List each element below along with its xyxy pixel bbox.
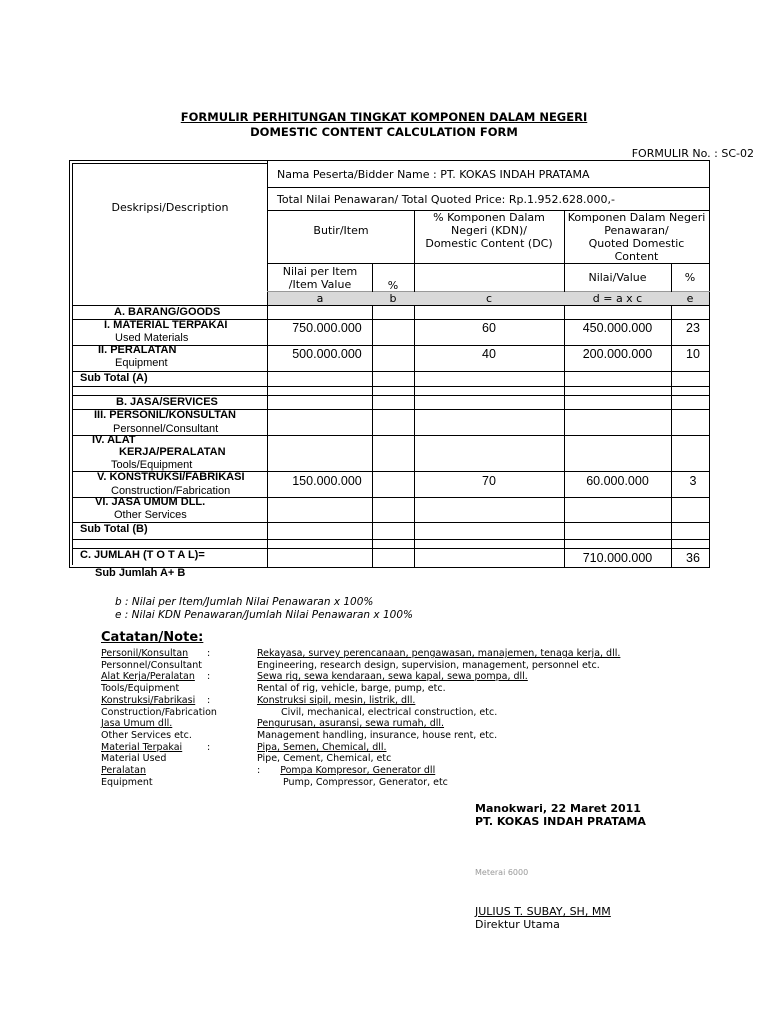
note-equipment-label: Peralatan bbox=[101, 765, 146, 777]
row-personnel-title: III. PERSONIL/KONSULTAN bbox=[94, 409, 236, 421]
form-subtitle: DOMESTIC CONTENT CALCULATION FORM bbox=[250, 125, 518, 139]
key-c: c bbox=[485, 292, 493, 305]
quoted-header-line4: Content bbox=[614, 250, 659, 263]
total-sublabel: Sub Jumlah A+ B bbox=[95, 567, 186, 579]
note-personnel-value: Rekayasa, survey perencanaan, pengawasan, manajemen, tenaga kerja, dll. bbox=[257, 648, 621, 659]
place-date: Manokwari, 22 Maret 2011 bbox=[475, 802, 641, 815]
stamp-label: Meterai 6000 bbox=[475, 868, 529, 877]
construction-kdn-share: 3 bbox=[689, 474, 697, 488]
note-tools-value: Sewa rig, sewa kendaraan, sewa kapal, sewa pompa, dll. bbox=[257, 671, 528, 683]
key-d: d = a x c bbox=[592, 292, 643, 305]
value-subheader: Nilai/Value bbox=[588, 271, 647, 284]
row-tools-title-1: IV. ALAT bbox=[92, 434, 136, 446]
row-personnel-sub: Personnel/Consultant bbox=[113, 423, 219, 435]
equipment-kdn-value: 200.000.000 bbox=[582, 347, 653, 361]
butir-item-header: Butir/Item bbox=[313, 224, 369, 237]
row-equipment-title: II. PERALATAN bbox=[98, 344, 177, 356]
quoted-header-line2: Penawaran/ bbox=[604, 224, 669, 237]
equipment-item-value: 500.000.000 bbox=[292, 347, 362, 361]
note-other-value: Pengurusan, asuransi, sewa rumah, dll. bbox=[257, 718, 445, 730]
colon: : bbox=[257, 765, 261, 777]
note-material-label: Material Terpakai bbox=[101, 741, 183, 753]
note-other-label: Jasa Umum dll. bbox=[101, 718, 173, 730]
pct2-subheader: % bbox=[684, 271, 696, 284]
note-personnel-label-en: Personnel/Consultant bbox=[101, 659, 202, 671]
row-construction-title: V. KONSTRUKSI/FABRIKASI bbox=[97, 471, 245, 483]
note-equipment-label-en: Equipment bbox=[101, 776, 153, 788]
quoted-dc-header bbox=[564, 211, 709, 263]
construction-item-value: 150.000.000 bbox=[292, 474, 362, 488]
material-kdn-share: 23 bbox=[686, 321, 700, 335]
total-quoted-price: Total Nilai Penawaran/ Total Quoted Price: Rp.1.952.628.000,- bbox=[277, 193, 615, 206]
note-construction-value-en: Civil, mechanical, electrical construction, etc. bbox=[281, 706, 498, 718]
note-equipment-value-en: Pump, Compressor, Generator, etc bbox=[283, 776, 448, 788]
company-name: PT. KOKAS INDAH PRATAMA bbox=[475, 815, 646, 828]
row-construction-sub: Construction/Fabrication bbox=[111, 485, 231, 497]
signatory-name: JULIUS T. SUBAY, SH, MM bbox=[475, 905, 611, 918]
kdn-header-line3: Domestic Content (DC) bbox=[425, 237, 553, 250]
row-material-sub: Used Materials bbox=[115, 332, 189, 344]
notes-labels bbox=[101, 648, 271, 788]
footnote-b: b : Nilai per Item/Jumlah Nilai Penawaran x 100% bbox=[115, 596, 374, 608]
section-services: B. JASA/SERVICES bbox=[116, 396, 218, 408]
kdn-header-line2: Negeri (KDN)/ bbox=[450, 224, 528, 237]
bidder-name: Nama Peserta/Bidder Name : PT. KOKAS INDAH PRATAMA bbox=[277, 168, 590, 181]
colon: : bbox=[207, 741, 211, 753]
total-kdn-share: 36 bbox=[686, 551, 700, 565]
subtotal-a-label: Sub Total (A) bbox=[80, 372, 148, 384]
note-material-value-en: Pipe, Cement, Chemical, etc bbox=[257, 753, 392, 765]
row-tools-sub: Tools/Equipment bbox=[111, 459, 193, 471]
construction-kdn-pct: 70 bbox=[482, 474, 496, 488]
note-construction-value: Konstruksi sipil, mesin, listrik, dll. bbox=[257, 694, 416, 706]
row-other-title: VI. JASA UMUM DLL. bbox=[95, 496, 206, 508]
total-label: C. JUMLAH (T O T A L)= bbox=[80, 549, 205, 561]
equipment-kdn-share: 10 bbox=[686, 347, 700, 361]
note-personnel-value-en: Engineering, research design, supervision, management, personnel etc. bbox=[257, 659, 600, 671]
material-kdn-value: 450.000.000 bbox=[582, 321, 653, 335]
row-material-title: I. MATERIAL TERPAKAI bbox=[104, 319, 228, 331]
item-value-line2: /Item Value bbox=[288, 278, 352, 291]
total-kdn-value: 710.000.000 bbox=[582, 551, 653, 565]
key-a: a bbox=[316, 292, 324, 305]
row-other-sub: Other Services bbox=[114, 509, 187, 521]
note-personnel-label: Personil/Konsultan bbox=[101, 648, 189, 659]
construction-kdn-value: 60.000.000 bbox=[586, 474, 649, 488]
note-other-value-en: Management handling, insurance, house rent, etc. bbox=[257, 729, 498, 741]
item-value-line1: Nilai per Item bbox=[282, 265, 358, 278]
section-goods: A. BARANG/GOODS bbox=[114, 306, 221, 318]
form-title: FORMULIR PERHITUNGAN TINGKAT KOMPONEN DALAM NEGERI bbox=[180, 110, 588, 124]
quoted-header-line1: Komponen Dalam Negeri bbox=[567, 211, 706, 224]
note-tools-label: Alat Kerja/Peralatan bbox=[101, 671, 195, 683]
note-construction-label: Konstruksi/Fabrikasi bbox=[101, 694, 196, 706]
colon: : bbox=[207, 671, 211, 683]
note-material-label-en: Material Used bbox=[101, 753, 167, 765]
note-equipment-value: Pompa Kompresor, Generator dll bbox=[280, 765, 436, 777]
row-equipment-sub: Equipment bbox=[115, 357, 168, 369]
pct-subheader: % bbox=[387, 279, 399, 292]
note-tools-label-en: Tools/Equipment bbox=[101, 683, 180, 695]
equipment-kdn-pct: 40 bbox=[482, 347, 496, 361]
key-e: e bbox=[686, 292, 694, 305]
note-material-value: Pipa, Semen, Chemical, dll. bbox=[257, 741, 387, 753]
quoted-header-line3: Quoted Domestic bbox=[588, 237, 685, 250]
key-b: b bbox=[389, 292, 397, 305]
note-construction-label-en: Construction/Fabrication bbox=[101, 706, 217, 718]
footnote-e: e : Nilai KDN Penawaran/Jumlah Nilai Penawaran x 100% bbox=[115, 609, 413, 621]
note-tools-value-en: Rental of rig, vehicle, barge, pump, etc. bbox=[257, 683, 446, 695]
notes-colons bbox=[207, 648, 210, 765]
material-item-value: 750.000.000 bbox=[292, 321, 362, 335]
signatory-position: Direktur Utama bbox=[475, 918, 560, 931]
material-kdn-pct: 60 bbox=[482, 321, 496, 335]
item-value-subheader bbox=[268, 265, 372, 291]
form-number: FORMULIR No. : SC-02 bbox=[631, 147, 754, 160]
notes-heading: Catatan/Note: bbox=[101, 630, 204, 645]
notes-values bbox=[257, 648, 737, 788]
row-tools-title-2: KERJA/PERALATAN bbox=[119, 446, 226, 458]
note-other-label-en: Other Services etc. bbox=[101, 729, 192, 741]
kdn-header-line1: % Komponen Dalam bbox=[433, 211, 545, 224]
kdn-header bbox=[414, 211, 564, 250]
colon: : bbox=[207, 648, 211, 659]
colon: : bbox=[207, 694, 211, 706]
description-header: Deskripsi/Description bbox=[111, 201, 229, 214]
subtotal-b-label: Sub Total (B) bbox=[80, 523, 148, 535]
